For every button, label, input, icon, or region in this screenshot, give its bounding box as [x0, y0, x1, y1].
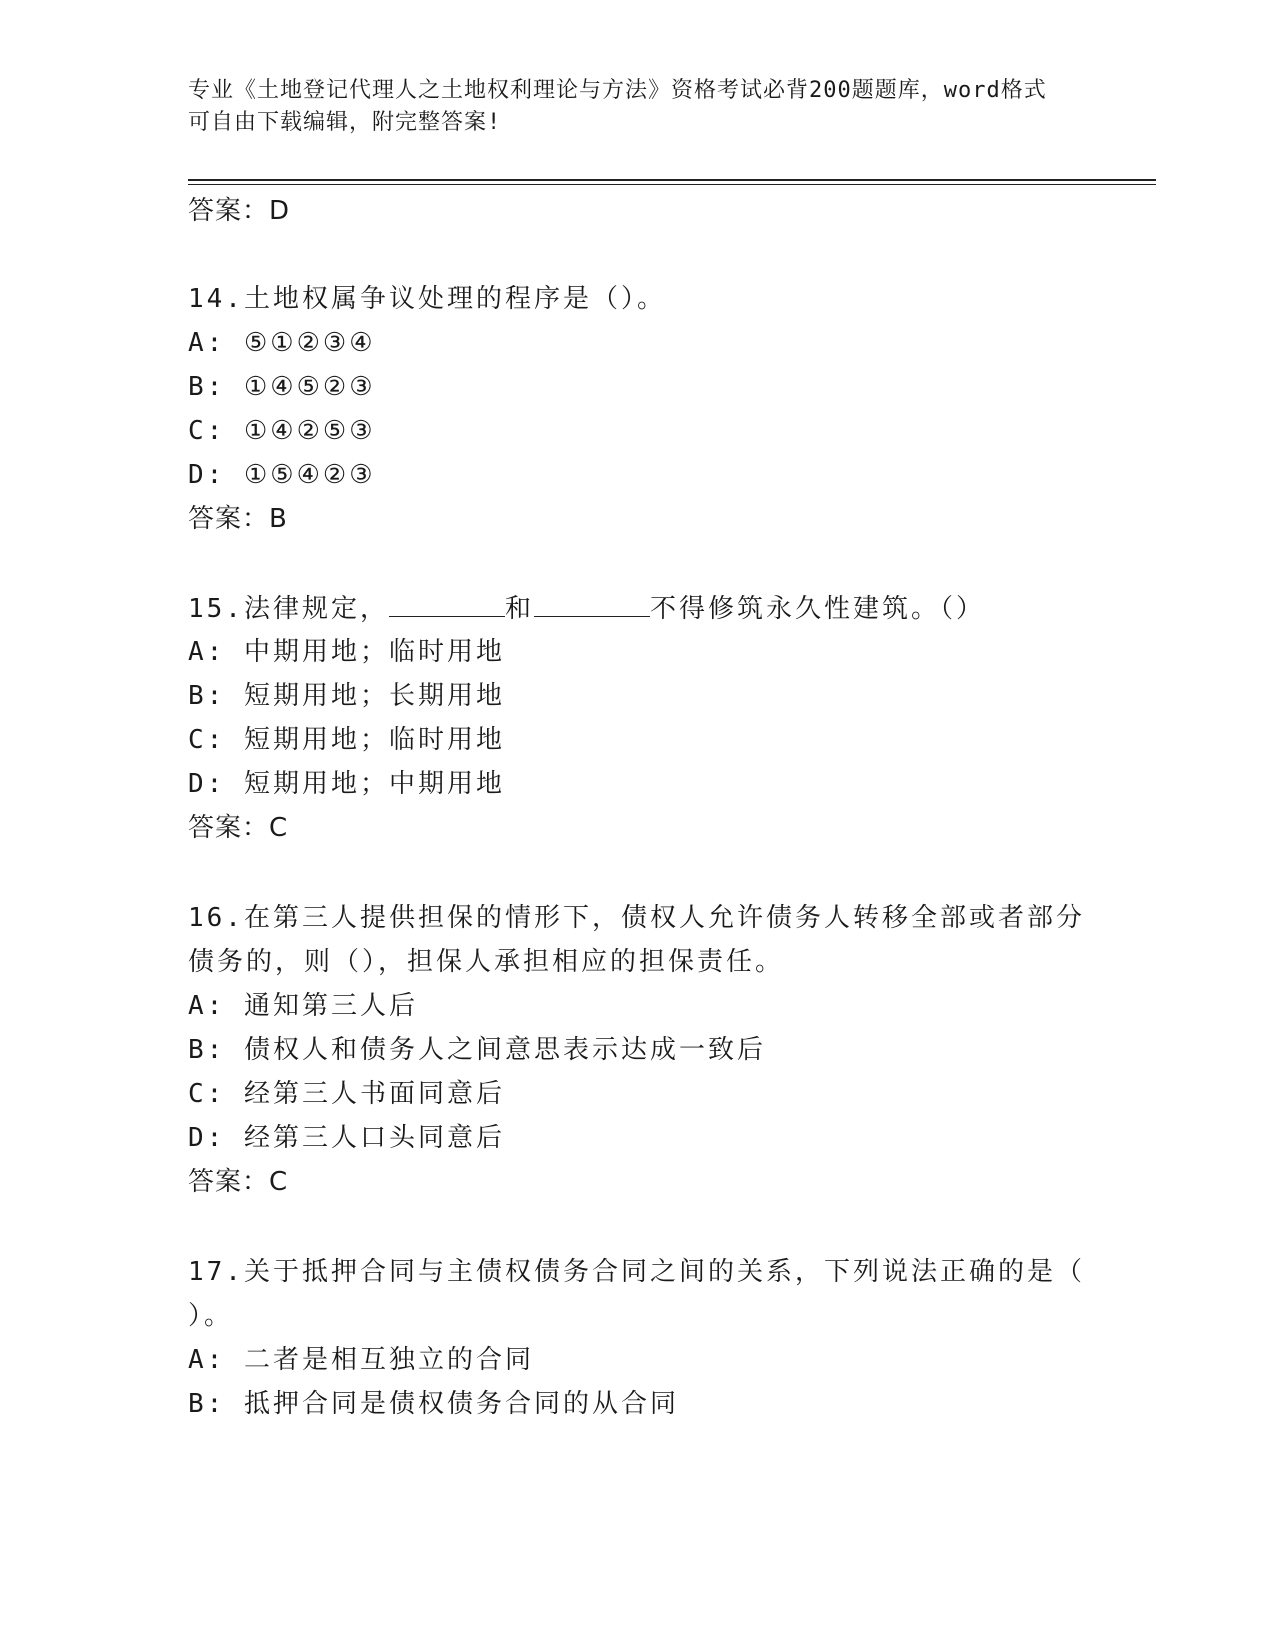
- option-d: D: 经第三人口头同意后: [188, 1123, 505, 1153]
- question-stem: 16.在第三人提供担保的情形下，债权人允许债务人转移全部或者部分: [188, 903, 1085, 933]
- option-a: A: 中期用地；临时用地: [188, 637, 505, 667]
- option-a: A: ⑤①②③④: [188, 328, 376, 358]
- question-stem: 14.土地权属争议处理的程序是（）。: [188, 284, 666, 314]
- answer-line: 答案：B: [188, 504, 288, 534]
- question-stem: [188, 590, 985, 627]
- fill-blank: [389, 590, 505, 617]
- option-c: C: 经第三人书面同意后: [188, 1079, 505, 1109]
- option-a: A: 通知第三人后: [188, 991, 418, 1021]
- header-rule-top: [188, 179, 1156, 181]
- stem-suffix: 不得修筑永久性建筑。（）: [649, 594, 985, 624]
- stem-prefix: 15.法律规定，: [188, 594, 389, 624]
- question-stem-cont: ）。: [188, 1301, 234, 1331]
- stem-mid: 和: [504, 594, 534, 624]
- option-a: A: 二者是相互独立的合同: [188, 1345, 534, 1375]
- fill-blank: [534, 590, 650, 617]
- option-b: B: 短期用地；长期用地: [188, 681, 505, 711]
- option-d: D: 短期用地；中期用地: [188, 769, 505, 799]
- option-b: B: ①④⑤②③: [188, 372, 376, 402]
- option-b: B: 债权人和债务人之间意思表示达成一致后: [188, 1035, 766, 1065]
- document-header: 专业《土地登记代理人之土地权利理论与方法》资格考试必背200题题库，word格式可自由下载编辑，附完整答案!: [188, 78, 1047, 135]
- option-c: C: ①④②⑤③: [188, 416, 376, 446]
- question-stem: 17.关于抵押合同与主债权债务合同之间的关系，下列说法正确的是（: [188, 1257, 1085, 1287]
- option-c: C: 短期用地；临时用地: [188, 725, 505, 755]
- question-stem-cont: 债务的，则（），担保人承担相应的担保责任。: [188, 947, 785, 977]
- option-b: B: 抵押合同是债权债务合同的从合同: [188, 1389, 679, 1419]
- answer-line: 答案：C: [188, 813, 289, 843]
- answer-line: 答案：C: [188, 1167, 289, 1197]
- answer-line: 答案：D: [188, 196, 291, 226]
- header-rule-bottom: [188, 184, 1156, 185]
- option-d: D: ①⑤④②③: [188, 460, 376, 490]
